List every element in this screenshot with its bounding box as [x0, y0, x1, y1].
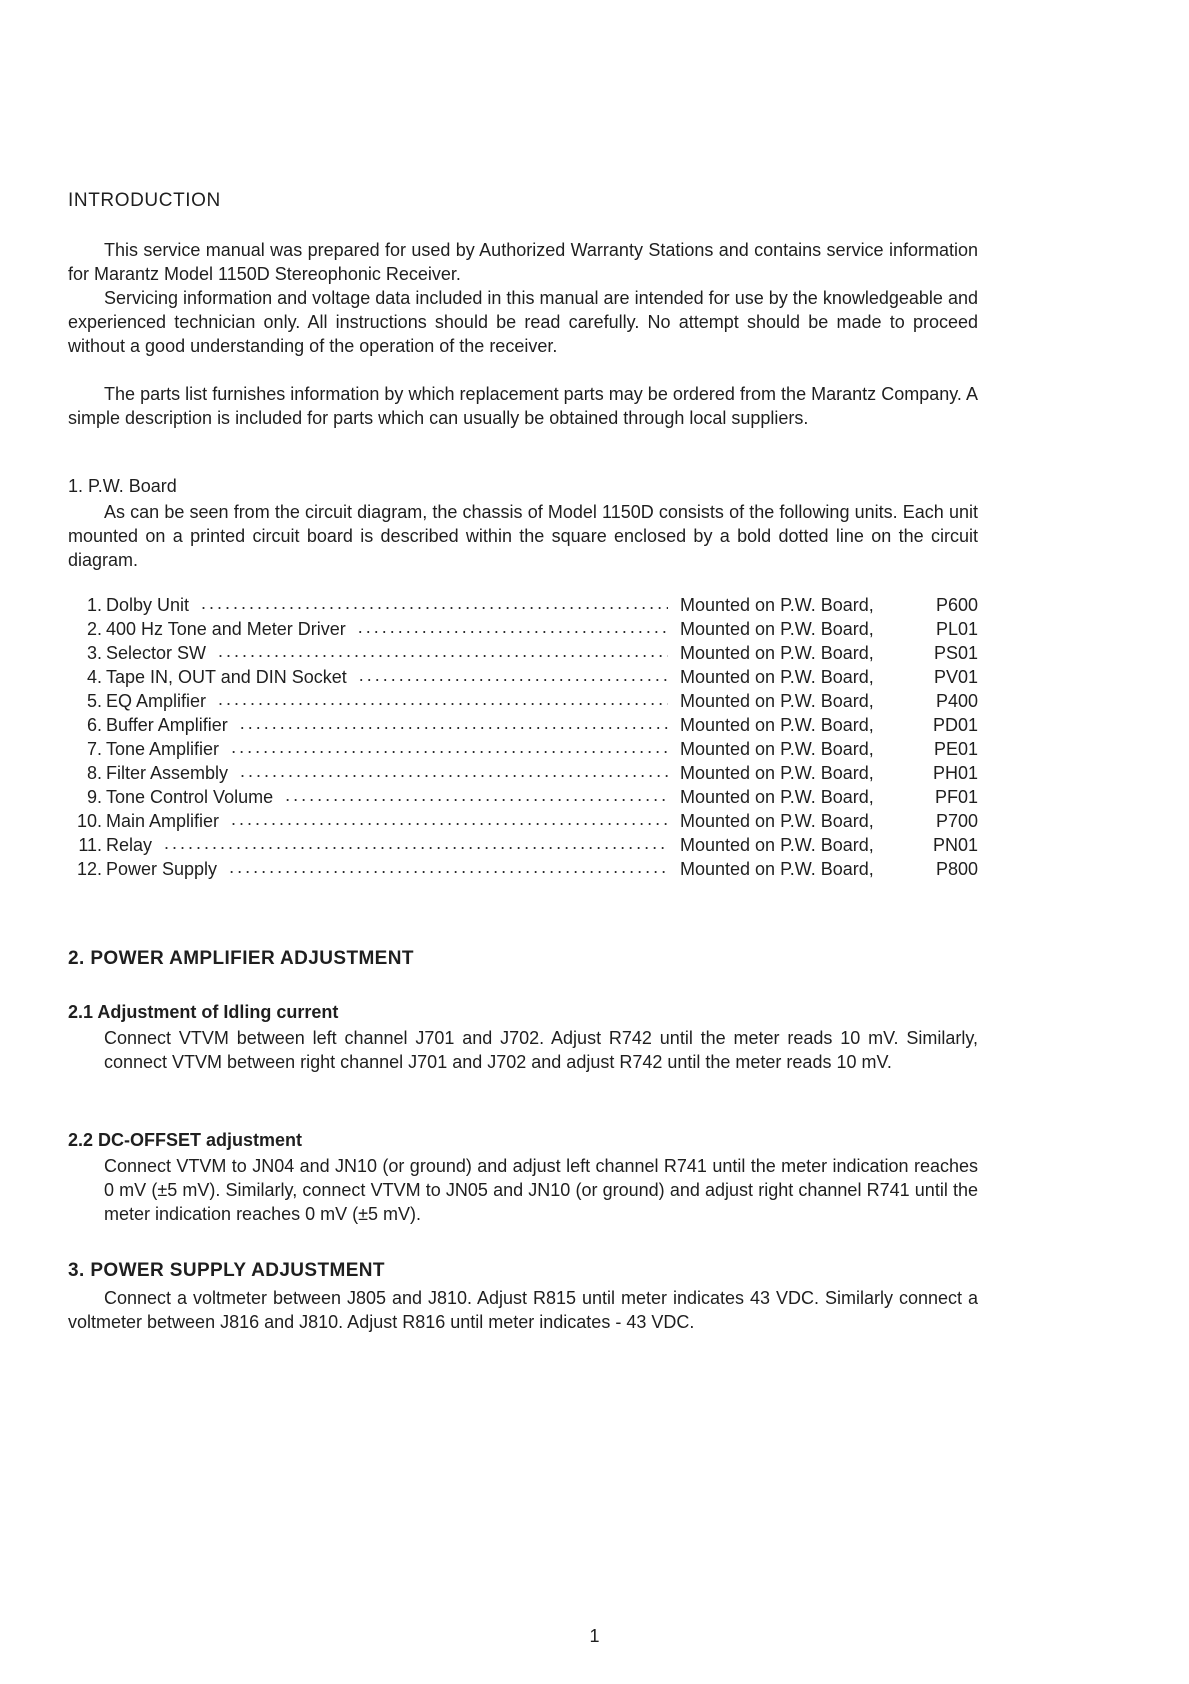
unit-number: 10.: [76, 811, 102, 831]
unit-board-code: P800: [935, 859, 978, 879]
intro-paragraph-2: Servicing information and voltage data included in this manual are intended for use by the knowledgeable and experienced technician only. All instructions should be read carefully. No attempt should be made to proceed without a good understanding of the operation of the receiver.: [68, 288, 978, 356]
unit-name: Relay: [106, 835, 153, 855]
unit-mount: Mounted on P.W. Board,: [680, 787, 874, 807]
unit-board-code: PD01: [932, 715, 978, 735]
unit-row: [68, 665, 978, 689]
intro-paragraph-1: This service manual was prepared for used by Authorized Warranty Stations and contains service information for Marantz Model 1150D Stereophonic Receiver.: [68, 240, 978, 284]
unit-board-code: PN01: [932, 835, 978, 855]
unit-row: [68, 617, 978, 641]
unit-name: Filter Assembly: [106, 763, 229, 783]
leader-dots: [358, 615, 668, 639]
unit-row: [68, 761, 978, 785]
page-number: 1: [589, 1626, 600, 1646]
unit-board-code: PF01: [934, 787, 978, 807]
unit-name: Dolby Unit: [106, 595, 190, 615]
unit-board-code: P400: [935, 691, 978, 711]
leader-dots: [229, 855, 668, 879]
section-2-2-text: Connect VTVM to JN04 and JN10 (or ground) and adjust left channel R741 until the meter indication reaches 0 mV (±5 mV). Similarly, connect VTVM to JN05 and JN10 (or ground) and adjust right channel R741 until the meter indication reaches 0 mV (±5 mV).: [104, 1156, 978, 1224]
unit-name: Selector SW: [106, 643, 207, 663]
unit-row: [68, 833, 978, 857]
unit-row: [68, 785, 978, 809]
section-2-heading: 2. POWER AMPLIFIER ADJUSTMENT: [68, 948, 414, 969]
unit-mount: Mounted on P.W. Board,: [680, 859, 874, 879]
unit-number: 9.: [86, 787, 102, 807]
leader-dots: [218, 639, 668, 663]
unit-mount: Mounted on P.W. Board,: [680, 643, 874, 663]
unit-name: 400 Hz Tone and Meter Driver: [106, 619, 346, 639]
section-3-heading: 3. POWER SUPPLY ADJUSTMENT: [68, 1260, 385, 1281]
unit-row: [68, 713, 978, 737]
unit-number: 12.: [76, 859, 102, 879]
unit-name: EQ Amplifier: [106, 691, 207, 711]
unit-number: 7.: [86, 739, 102, 759]
unit-board-code: P600: [935, 595, 978, 615]
leader-dots: [359, 663, 668, 687]
unit-name: Power Supply: [106, 859, 218, 879]
introduction-heading: INTRODUCTION: [68, 190, 221, 211]
leader-dots: [285, 783, 668, 807]
unit-number: 5.: [86, 691, 102, 711]
unit-number: 2.: [86, 619, 102, 639]
unit-mount: Mounted on P.W. Board,: [680, 595, 874, 615]
section-2-2-heading: 2.2 DC-OFFSET adjustment: [68, 1130, 303, 1150]
unit-list: [68, 593, 978, 881]
section-1-heading: 1. P.W. Board: [68, 476, 177, 496]
unit-mount: Mounted on P.W. Board,: [680, 739, 874, 759]
intro-paragraph-3: The parts list furnishes information by which replacement parts may be ordered from the Marantz Company. A simple description is included for parts which can usually be obtained through local suppliers.: [68, 384, 978, 428]
unit-mount: Mounted on P.W. Board,: [680, 667, 874, 687]
unit-board-code: P700: [935, 811, 978, 831]
unit-number: 8.: [86, 763, 102, 783]
unit-number: 11.: [78, 835, 102, 855]
unit-mount: Mounted on P.W. Board,: [680, 691, 874, 711]
unit-mount: Mounted on P.W. Board,: [680, 811, 874, 831]
unit-name: Buffer Amplifier: [106, 715, 228, 735]
unit-row: [68, 737, 978, 761]
unit-row: [68, 809, 978, 833]
unit-board-code: PE01: [933, 739, 978, 759]
unit-board-code: PS01: [933, 643, 978, 663]
unit-mount: Mounted on P.W. Board,: [680, 715, 874, 735]
unit-row: [68, 689, 978, 713]
unit-number: 4.: [86, 667, 102, 687]
unit-row: [68, 641, 978, 665]
unit-number: 6.: [86, 715, 102, 735]
section-3-text: Connect a voltmeter between J805 and J810. Adjust R815 until meter indicates 43 VDC. Similarly connect a voltmeter between J816 and J810. Adjust R816 until meter indicates - 43 VDC.: [68, 1288, 978, 1332]
leader-dots: [164, 831, 668, 855]
unit-row: [68, 857, 978, 881]
unit-mount: Mounted on P.W. Board,: [680, 619, 874, 639]
unit-name: Tone Amplifier: [106, 739, 220, 759]
unit-board-code: PL01: [935, 619, 978, 639]
section-2-1-text: Connect VTVM between left channel J701 and J702. Adjust R742 until the meter reads 10 mV. Similarly, connect VTVM between right channel J701 and J702 and adjust R742 until the meter reads 10 mV.: [104, 1028, 978, 1072]
unit-board-code: PH01: [932, 763, 978, 783]
unit-mount: Mounted on P.W. Board,: [680, 763, 874, 783]
leader-dots: [218, 687, 668, 711]
unit-number: 1.: [86, 595, 102, 615]
leader-dots: [240, 759, 668, 783]
leader-dots: [231, 735, 668, 759]
unit-mount: Mounted on P.W. Board,: [680, 835, 874, 855]
leader-dots: [240, 711, 668, 735]
unit-board-code: PV01: [933, 667, 978, 687]
unit-number: 3.: [86, 643, 102, 663]
section-1-text: As can be seen from the circuit diagram, the chassis of Model 1150D consists of the following units. Each unit mounted on a printed circuit board is described within the square enclosed by a bold dotted line on the circuit diagram.: [68, 502, 978, 570]
unit-name: Main Amplifier: [106, 811, 220, 831]
leader-dots: [201, 591, 668, 615]
section-2-1-heading: 2.1 Adjustment of Idling current: [68, 1002, 339, 1022]
unit-name: Tape IN, OUT and DIN Socket: [106, 667, 347, 687]
leader-dots: [231, 807, 668, 831]
unit-name: Tone Control Volume: [106, 787, 274, 807]
unit-row: [68, 593, 978, 617]
